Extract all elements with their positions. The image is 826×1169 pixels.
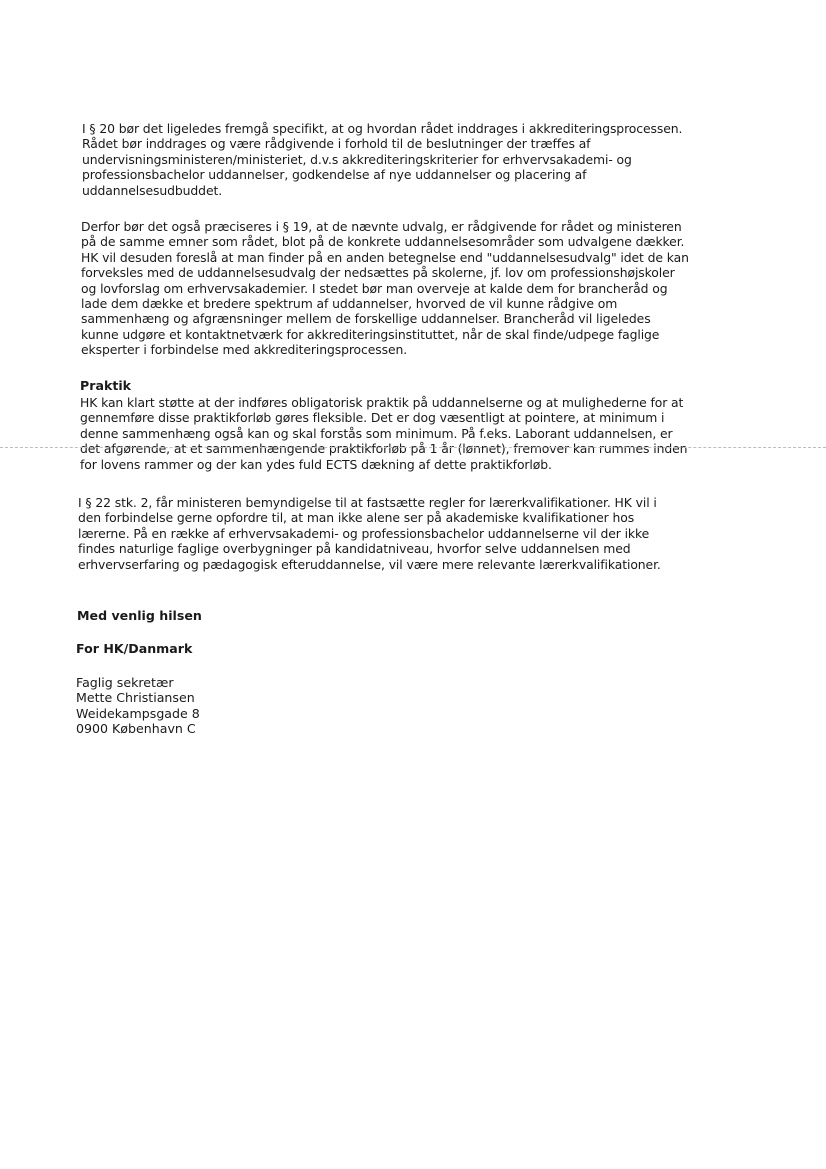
text-line: og lovforslag om erhvervsakademier. I stedet bør man overveje at kalde dem for brancheråd og <box>81 280 668 296</box>
text-line: findes naturlige faglige overbygninger på kandidatniveau, hvorfor selve uddannelsen med <box>78 541 631 557</box>
closing-organization: For HK/Danmark <box>76 641 193 656</box>
text-line: HK kan klart støtte at der indføres obligatorisk praktik på uddannelserne og at mulighederne for at <box>80 395 684 410</box>
text-line: uddannelsesudbuddet. <box>82 182 223 198</box>
text-line: kunne udgøre et kontaktnetværk for akkrediteringsinstituttet, når de skal finde/udpege faglige <box>81 326 660 342</box>
text-line: forveksles med de uddannelsesudvalg der nedsættes på skolerne, jf. lov om professionshøjskoler <box>81 265 675 281</box>
text-line: lærerne. På en række af erhvervsakademi- og professionsbachelor uddannelserne vil der ikke <box>78 525 650 541</box>
section-heading-praktik: Praktik <box>80 378 132 393</box>
text-line: det afgørende, at et sammenhængende praktikforløb på 1 år (lønnet), fremover kan rummes inden <box>80 441 688 457</box>
text-line: gennemføre disse praktikforløb gøres fleksible. Det er dog væsentligt at pointere, at minimum i <box>80 410 665 426</box>
signature-city: 0900 København C <box>76 721 196 737</box>
text-line: Derfor bør det også præciseres i § 19, at de nævnte udvalg, er rådgivende for rådet og ministeren <box>81 219 682 234</box>
paragraph-praktik <box>80 395 687 472</box>
text-line: professionsbachelor uddannelser, godkendelse af nye uddannelser og placering af <box>82 167 587 183</box>
text-line: Rådet bør inddrages og være rådgivende i forhold til de beslutninger der træffes af <box>82 136 591 152</box>
signature-title: Faglig sekretær <box>76 675 174 690</box>
closing-greeting: Med venlig hilsen <box>77 608 202 623</box>
text-line: sammenhæng og afgrænsninger mellem de forskellige uddannelser. Brancheråd vil ligeledes <box>81 311 651 327</box>
text-line: den forbindelse gerne opfordre til, at man ikke alene ser på akademiske kvalifikationer hos <box>78 510 635 526</box>
text-line: I § 20 bør det ligeledes fremgå specifikt, at og hvordan rådet inddrages i akkrediteringsprocessen. <box>82 121 683 136</box>
text-line: HK vil desuden foreslå at man finder på en anden betegnelse end "uddannelsesudvalg" idet de kan <box>81 249 689 265</box>
signature-block <box>76 675 200 737</box>
paragraph-udvalg <box>81 219 689 358</box>
paragraph-akkreditering-raad <box>82 121 682 198</box>
signature-name: Mette Christiansen <box>76 690 195 706</box>
text-line: erhvervserfaring og pædagogisk efteruddannelse, vil være mere relevante lærerkvalifikationer. <box>78 556 661 572</box>
signature-street: Weidekampsgade 8 <box>76 705 200 721</box>
text-line: I § 22 stk. 2, får ministeren bemyndigelse til at fastsætte regler for lærerkvalifikationer. HK vil i <box>78 495 657 510</box>
scan-artifact-line <box>0 447 826 448</box>
text-line: for lovens rammer og der kan ydes fuld ECTS dækning af dette praktikforløb. <box>80 456 552 472</box>
text-line: eksperter i forbindelse med akkrediteringsprocessen. <box>81 342 408 358</box>
text-line: på de samme emner som rådet, blot på de konkrete uddannelsesområder som udvalgene dækker. <box>81 234 685 250</box>
text-line: undervisningsministeren/ministeriet, d.v.s akkrediteringskriterier for erhvervsakademi- og <box>82 151 632 167</box>
text-line: lade dem dække et bredere spektrum af uddannelser, hvorved de vil kunne rådgive om <box>81 295 618 311</box>
text-line: denne sammenhæng også kan og skal forstås som minimum. På f.eks. Laborant uddannelsen, er <box>80 425 673 441</box>
paragraph-laererkvalifikationer <box>78 495 661 572</box>
